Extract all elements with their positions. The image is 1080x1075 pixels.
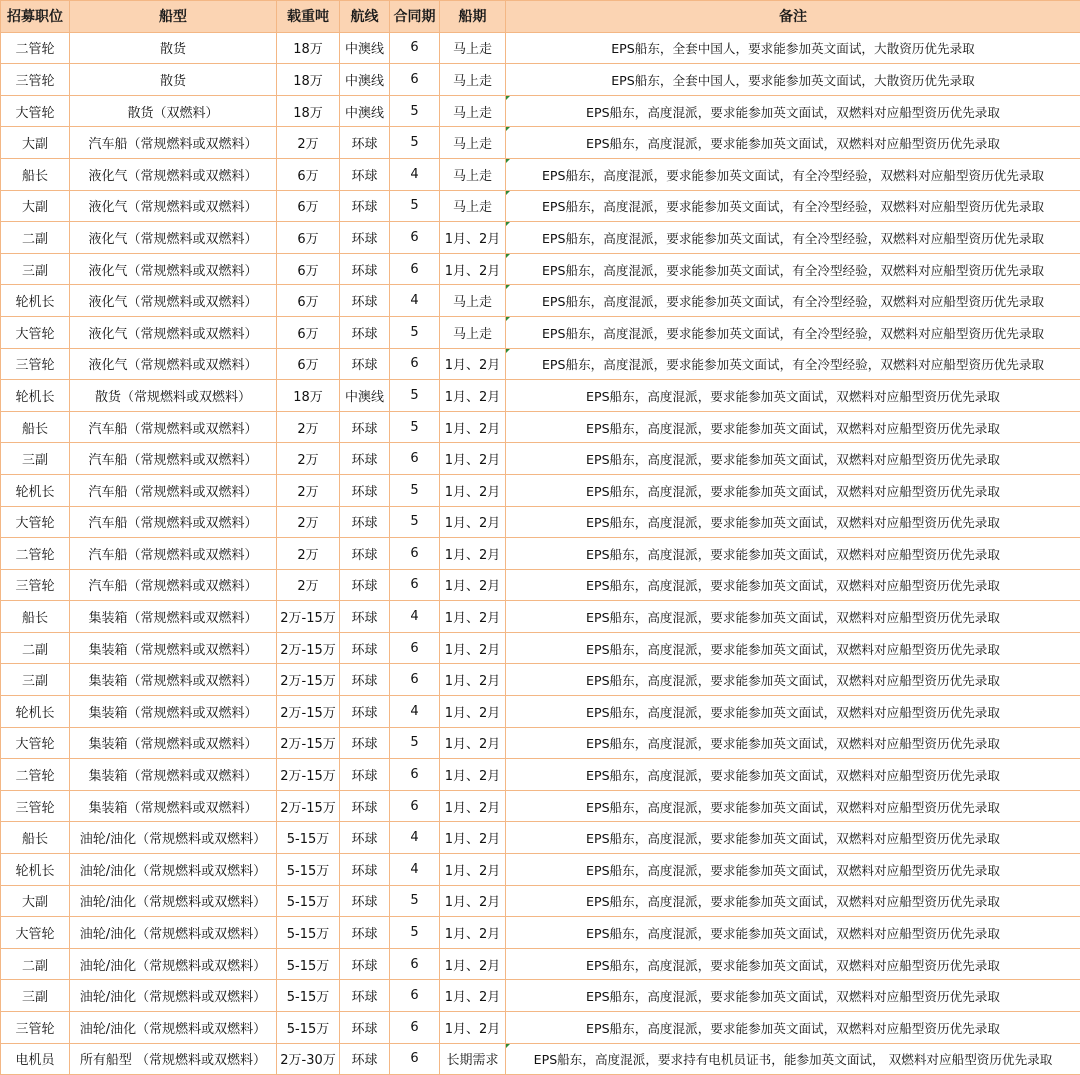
table-row <box>1 443 1080 475</box>
cell-position: 三管轮 <box>1 1012 70 1044</box>
cell-remarks: EPS船东，高度混派，要求能参加英文面试，双燃料对应船型资历优先录取 <box>506 569 1080 601</box>
cell-vessel-type: 散货（常规燃料或双燃料） <box>70 380 277 412</box>
cell-position: 大管轮 <box>1 95 70 127</box>
cell-contract: 6 <box>390 222 440 254</box>
cell-dwt: 2万-15万 <box>277 601 340 633</box>
cell-position: 船长 <box>1 601 70 633</box>
cell-remarks: EPS船东，高度混派，要求能参加英文面试，双燃料对应船型资历优先录取 <box>506 95 1080 127</box>
table-row <box>1 127 1080 159</box>
cell-schedule: 1月、2月 <box>440 948 506 980</box>
cell-contract: 5 <box>390 917 440 949</box>
cell-route: 环球 <box>340 854 390 886</box>
table-row <box>1 474 1080 506</box>
cell-schedule: 长期需求 <box>440 1043 506 1075</box>
cell-route: 环球 <box>340 506 390 538</box>
cell-dwt: 2万-15万 <box>277 727 340 759</box>
cell-dwt: 2万 <box>277 127 340 159</box>
cell-schedule: 1月、2月 <box>440 822 506 854</box>
table-row <box>1 1043 1080 1075</box>
cell-schedule: 马上走 <box>440 158 506 190</box>
cell-vessel-type: 汽车船（常规燃料或双燃料） <box>70 474 277 506</box>
cell-position: 轮机长 <box>1 380 70 412</box>
cell-dwt: 6万 <box>277 348 340 380</box>
table-row <box>1 569 1080 601</box>
cell-route: 环球 <box>340 696 390 728</box>
cell-schedule: 1月、2月 <box>440 569 506 601</box>
cell-dwt: 18万 <box>277 64 340 96</box>
cell-dwt: 5-15万 <box>277 1012 340 1044</box>
cell-schedule: 马上走 <box>440 64 506 96</box>
cell-remarks: EPS船东，高度混派，要求能参加英文面试，有全冷型经验，双燃料对应船型资历优先录取 <box>506 348 1080 380</box>
cell-vessel-type: 集装箱（常规燃料或双燃料） <box>70 790 277 822</box>
cell-position: 三管轮 <box>1 790 70 822</box>
cell-remarks: EPS船东，高度混派，要求能参加英文面试，有全冷型经验，双燃料对应船型资历优先录取 <box>506 285 1080 317</box>
cell-contract: 6 <box>390 443 440 475</box>
cell-vessel-type: 油轮/油化（常规燃料或双燃料） <box>70 854 277 886</box>
cell-remarks: EPS船东，高度混派，要求能参加英文面试，双燃料对应船型资历优先录取 <box>506 127 1080 159</box>
cell-route: 中澳线 <box>340 95 390 127</box>
cell-route: 环球 <box>340 569 390 601</box>
cell-route: 环球 <box>340 601 390 633</box>
cell-position: 二管轮 <box>1 32 70 64</box>
table-row <box>1 158 1080 190</box>
cell-dwt: 2万 <box>277 569 340 601</box>
header-schedule: 船期 <box>440 1 506 33</box>
cell-vessel-type: 集装箱（常规燃料或双燃料） <box>70 601 277 633</box>
cell-contract: 4 <box>390 854 440 886</box>
cell-vessel-type: 集装箱（常规燃料或双燃料） <box>70 759 277 791</box>
cell-remarks: EPS船东，全套中国人，要求能参加英文面试，大散资历优先录取 <box>506 64 1080 96</box>
table-row <box>1 380 1080 412</box>
cell-vessel-type: 散货 <box>70 64 277 96</box>
cell-position: 二副 <box>1 948 70 980</box>
table-row <box>1 222 1080 254</box>
cell-schedule: 1月、2月 <box>440 696 506 728</box>
cell-route: 环球 <box>340 411 390 443</box>
cell-remarks: EPS船东，高度混派，要求持有电机员证书，能参加英文面试， 双燃料对应船型资历优先录取 <box>506 1043 1080 1075</box>
cell-position: 大管轮 <box>1 727 70 759</box>
cell-route: 环球 <box>340 664 390 696</box>
cell-dwt: 5-15万 <box>277 822 340 854</box>
cell-position: 三管轮 <box>1 569 70 601</box>
cell-contract: 4 <box>390 158 440 190</box>
cell-position: 船长 <box>1 822 70 854</box>
cell-schedule: 1月、2月 <box>440 443 506 475</box>
cell-contract: 6 <box>390 1043 440 1075</box>
cell-remarks: EPS船东，高度混派，要求能参加英文面试，双燃料对应船型资历优先录取 <box>506 1012 1080 1044</box>
cell-schedule: 1月、2月 <box>440 253 506 285</box>
cell-contract: 6 <box>390 348 440 380</box>
cell-vessel-type: 汽车船（常规燃料或双燃料） <box>70 538 277 570</box>
cell-position: 船长 <box>1 411 70 443</box>
cell-schedule: 1月、2月 <box>440 854 506 886</box>
cell-route: 环球 <box>340 1012 390 1044</box>
cell-route: 环球 <box>340 759 390 791</box>
cell-route: 环球 <box>340 632 390 664</box>
cell-route: 环球 <box>340 822 390 854</box>
cell-schedule: 1月、2月 <box>440 1012 506 1044</box>
cell-route: 环球 <box>340 948 390 980</box>
cell-dwt: 5-15万 <box>277 980 340 1012</box>
cell-contract: 4 <box>390 696 440 728</box>
cell-schedule: 1月、2月 <box>440 727 506 759</box>
cell-vessel-type: 集装箱（常规燃料或双燃料） <box>70 632 277 664</box>
table-row <box>1 190 1080 222</box>
cell-remarks: EPS船东，高度混派，要求能参加英文面试，双燃料对应船型资历优先录取 <box>506 380 1080 412</box>
table-body <box>1 32 1080 1075</box>
cell-position: 电机员 <box>1 1043 70 1075</box>
cell-dwt: 2万 <box>277 506 340 538</box>
cell-contract: 5 <box>390 727 440 759</box>
cell-contract: 5 <box>390 506 440 538</box>
cell-dwt: 2万 <box>277 474 340 506</box>
cell-position: 大管轮 <box>1 506 70 538</box>
cell-position: 轮机长 <box>1 696 70 728</box>
table-row <box>1 95 1080 127</box>
cell-remarks: EPS船东，高度混派，要求能参加英文面试，双燃料对应船型资历优先录取 <box>506 980 1080 1012</box>
cell-remarks: EPS船东，高度混派，要求能参加英文面试，双燃料对应船型资历优先录取 <box>506 443 1080 475</box>
cell-vessel-type: 汽车船（常规燃料或双燃料） <box>70 506 277 538</box>
cell-dwt: 6万 <box>277 285 340 317</box>
cell-position: 船长 <box>1 158 70 190</box>
cell-contract: 5 <box>390 474 440 506</box>
cell-dwt: 6万 <box>277 158 340 190</box>
cell-dwt: 6万 <box>277 253 340 285</box>
cell-schedule: 1月、2月 <box>440 632 506 664</box>
cell-vessel-type: 汽车船（常规燃料或双燃料） <box>70 127 277 159</box>
cell-remarks: EPS船东，高度混派，要求能参加英文面试，双燃料对应船型资历优先录取 <box>506 474 1080 506</box>
table-row <box>1 854 1080 886</box>
cell-contract: 4 <box>390 822 440 854</box>
cell-remarks: EPS船东，高度混派，要求能参加英文面试，双燃料对应船型资历优先录取 <box>506 538 1080 570</box>
cell-position: 大副 <box>1 885 70 917</box>
cell-position: 二副 <box>1 222 70 254</box>
cell-schedule: 1月、2月 <box>440 980 506 1012</box>
cell-remarks: EPS船东，高度混派，要求能参加英文面试，有全冷型经验，双燃料对应船型资历优先录取 <box>506 316 1080 348</box>
table-row <box>1 696 1080 728</box>
cell-dwt: 18万 <box>277 32 340 64</box>
cell-schedule: 1月、2月 <box>440 506 506 538</box>
cell-route: 环球 <box>340 190 390 222</box>
cell-vessel-type: 液化气（常规燃料或双燃料） <box>70 316 277 348</box>
cell-vessel-type: 汽车船（常规燃料或双燃料） <box>70 411 277 443</box>
cell-contract: 5 <box>390 95 440 127</box>
cell-remarks: EPS船东，高度混派，要求能参加英文面试，有全冷型经验，双燃料对应船型资历优先录取 <box>506 253 1080 285</box>
cell-vessel-type: 液化气（常规燃料或双燃料） <box>70 285 277 317</box>
cell-vessel-type: 油轮/油化（常规燃料或双燃料） <box>70 822 277 854</box>
cell-schedule: 1月、2月 <box>440 601 506 633</box>
cell-route: 环球 <box>340 474 390 506</box>
cell-vessel-type: 油轮/油化（常规燃料或双燃料） <box>70 885 277 917</box>
cell-route: 环球 <box>340 980 390 1012</box>
cell-contract: 6 <box>390 569 440 601</box>
cell-vessel-type: 集装箱（常规燃料或双燃料） <box>70 696 277 728</box>
header-route: 航线 <box>340 1 390 33</box>
cell-dwt: 2万 <box>277 443 340 475</box>
cell-schedule: 1月、2月 <box>440 474 506 506</box>
header-vessel-type: 船型 <box>70 1 277 33</box>
table-row <box>1 348 1080 380</box>
cell-dwt: 2万-15万 <box>277 664 340 696</box>
cell-remarks: EPS船东，高度混派，要求能参加英文面试，双燃料对应船型资历优先录取 <box>506 727 1080 759</box>
table-row <box>1 727 1080 759</box>
cell-dwt: 2万-15万 <box>277 790 340 822</box>
cell-contract: 6 <box>390 948 440 980</box>
cell-remarks: EPS船东，高度混派，要求能参加英文面试，双燃料对应船型资历优先录取 <box>506 506 1080 538</box>
header-row <box>1 1 1080 33</box>
table-row <box>1 285 1080 317</box>
cell-schedule: 1月、2月 <box>440 664 506 696</box>
cell-contract: 6 <box>390 1012 440 1044</box>
table-row <box>1 948 1080 980</box>
cell-vessel-type: 汽车船（常规燃料或双燃料） <box>70 443 277 475</box>
cell-remarks: EPS船东，高度混派，要求能参加英文面试，双燃料对应船型资历优先录取 <box>506 759 1080 791</box>
table-row <box>1 538 1080 570</box>
cell-vessel-type: 液化气（常规燃料或双燃料） <box>70 222 277 254</box>
table-row <box>1 253 1080 285</box>
cell-contract: 6 <box>390 664 440 696</box>
cell-position: 轮机长 <box>1 285 70 317</box>
cell-dwt: 6万 <box>277 190 340 222</box>
header-remarks: 备注 <box>506 1 1080 33</box>
table-row <box>1 601 1080 633</box>
cell-route: 中澳线 <box>340 32 390 64</box>
cell-remarks: EPS船东，全套中国人，要求能参加英文面试，大散资历优先录取 <box>506 32 1080 64</box>
cell-contract: 5 <box>390 380 440 412</box>
cell-dwt: 5-15万 <box>277 854 340 886</box>
cell-vessel-type: 液化气（常规燃料或双燃料） <box>70 158 277 190</box>
cell-dwt: 2万 <box>277 411 340 443</box>
table-row <box>1 885 1080 917</box>
cell-contract: 5 <box>390 411 440 443</box>
cell-position: 大副 <box>1 127 70 159</box>
table-row <box>1 1012 1080 1044</box>
cell-schedule: 1月、2月 <box>440 348 506 380</box>
cell-schedule: 1月、2月 <box>440 222 506 254</box>
cell-contract: 6 <box>390 32 440 64</box>
cell-dwt: 5-15万 <box>277 885 340 917</box>
cell-route: 环球 <box>340 127 390 159</box>
cell-contract: 6 <box>390 790 440 822</box>
cell-dwt: 18万 <box>277 380 340 412</box>
cell-remarks: EPS船东，高度混派，要求能参加英文面试，双燃料对应船型资历优先录取 <box>506 696 1080 728</box>
cell-route: 环球 <box>340 1043 390 1075</box>
cell-schedule: 1月、2月 <box>440 538 506 570</box>
cell-route: 环球 <box>340 443 390 475</box>
cell-position: 三管轮 <box>1 348 70 380</box>
cell-contract: 5 <box>390 316 440 348</box>
cell-contract: 6 <box>390 538 440 570</box>
cell-contract: 6 <box>390 64 440 96</box>
cell-schedule: 1月、2月 <box>440 885 506 917</box>
cell-vessel-type: 液化气（常规燃料或双燃料） <box>70 190 277 222</box>
cell-schedule: 马上走 <box>440 127 506 159</box>
table-row <box>1 411 1080 443</box>
cell-vessel-type: 所有船型 （常规燃料或双燃料） <box>70 1043 277 1075</box>
cell-position: 三副 <box>1 253 70 285</box>
cell-contract: 6 <box>390 759 440 791</box>
cell-remarks: EPS船东，高度混派，要求能参加英文面试，双燃料对应船型资历优先录取 <box>506 948 1080 980</box>
cell-dwt: 5-15万 <box>277 917 340 949</box>
cell-route: 中澳线 <box>340 380 390 412</box>
table-row <box>1 506 1080 538</box>
cell-vessel-type: 油轮/油化（常规燃料或双燃料） <box>70 917 277 949</box>
cell-position: 轮机长 <box>1 474 70 506</box>
table-row <box>1 917 1080 949</box>
cell-schedule: 马上走 <box>440 285 506 317</box>
cell-route: 环球 <box>340 285 390 317</box>
cell-vessel-type: 液化气（常规燃料或双燃料） <box>70 348 277 380</box>
cell-route: 环球 <box>340 790 390 822</box>
cell-position: 三副 <box>1 664 70 696</box>
cell-vessel-type: 集装箱（常规燃料或双燃料） <box>70 664 277 696</box>
cell-dwt: 5-15万 <box>277 948 340 980</box>
cell-route: 环球 <box>340 348 390 380</box>
cell-vessel-type: 油轮/油化（常规燃料或双燃料） <box>70 1012 277 1044</box>
cell-remarks: EPS船东，高度混派，要求能参加英文面试，双燃料对应船型资历优先录取 <box>506 411 1080 443</box>
cell-contract: 6 <box>390 632 440 664</box>
cell-remarks: EPS船东，高度混派，要求能参加英文面试，双燃料对应船型资历优先录取 <box>506 885 1080 917</box>
cell-vessel-type: 汽车船（常规燃料或双燃料） <box>70 569 277 601</box>
cell-vessel-type: 油轮/油化（常规燃料或双燃料） <box>70 980 277 1012</box>
cell-dwt: 6万 <box>277 222 340 254</box>
table-row <box>1 759 1080 791</box>
cell-position: 轮机长 <box>1 854 70 886</box>
cell-dwt: 2万-15万 <box>277 632 340 664</box>
cell-schedule: 马上走 <box>440 32 506 64</box>
cell-position: 大管轮 <box>1 917 70 949</box>
cell-route: 环球 <box>340 158 390 190</box>
cell-dwt: 2万 <box>277 538 340 570</box>
table-row <box>1 790 1080 822</box>
cell-contract: 4 <box>390 285 440 317</box>
cell-dwt: 18万 <box>277 95 340 127</box>
cell-position: 三副 <box>1 443 70 475</box>
cell-remarks: EPS船东，高度混派，要求能参加英文面试，有全冷型经验，双燃料对应船型资历优先录取 <box>506 190 1080 222</box>
cell-remarks: EPS船东，高度混派，要求能参加英文面试，双燃料对应船型资历优先录取 <box>506 917 1080 949</box>
cell-route: 环球 <box>340 222 390 254</box>
cell-position: 二副 <box>1 632 70 664</box>
cell-contract: 5 <box>390 885 440 917</box>
cell-schedule: 1月、2月 <box>440 411 506 443</box>
table-row <box>1 664 1080 696</box>
cell-remarks: EPS船东，高度混派，要求能参加英文面试，有全冷型经验，双燃料对应船型资历优先录取 <box>506 222 1080 254</box>
table-row <box>1 822 1080 854</box>
cell-dwt: 2万-15万 <box>277 696 340 728</box>
table-row <box>1 316 1080 348</box>
cell-remarks: EPS船东，高度混派，要求能参加英文面试，双燃料对应船型资历优先录取 <box>506 664 1080 696</box>
cell-dwt: 2万-15万 <box>277 759 340 791</box>
header-position: 招募职位 <box>1 1 70 33</box>
cell-contract: 6 <box>390 253 440 285</box>
cell-remarks: EPS船东，高度混派，要求能参加英文面试，有全冷型经验，双燃料对应船型资历优先录取 <box>506 158 1080 190</box>
cell-schedule: 马上走 <box>440 190 506 222</box>
header-contract: 合同期 <box>390 1 440 33</box>
table-row <box>1 980 1080 1012</box>
cell-vessel-type: 油轮/油化（常规燃料或双燃料） <box>70 948 277 980</box>
cell-schedule: 马上走 <box>440 316 506 348</box>
cell-contract: 5 <box>390 127 440 159</box>
cell-vessel-type: 散货（双燃料） <box>70 95 277 127</box>
table-row <box>1 64 1080 96</box>
cell-route: 环球 <box>340 253 390 285</box>
cell-schedule: 1月、2月 <box>440 917 506 949</box>
cell-position: 二管轮 <box>1 759 70 791</box>
cell-position: 三副 <box>1 980 70 1012</box>
table-row <box>1 632 1080 664</box>
cell-position: 三管轮 <box>1 64 70 96</box>
cell-position: 大管轮 <box>1 316 70 348</box>
cell-dwt: 2万-30万 <box>277 1043 340 1075</box>
header-dwt: 载重吨 <box>277 1 340 33</box>
cell-position: 二管轮 <box>1 538 70 570</box>
cell-contract: 4 <box>390 601 440 633</box>
cell-schedule: 马上走 <box>440 95 506 127</box>
cell-remarks: EPS船东，高度混派，要求能参加英文面试，双燃料对应船型资历优先录取 <box>506 822 1080 854</box>
cell-contract: 6 <box>390 980 440 1012</box>
cell-route: 环球 <box>340 885 390 917</box>
cell-remarks: EPS船东，高度混派，要求能参加英文面试，双燃料对应船型资历优先录取 <box>506 854 1080 886</box>
cell-schedule: 1月、2月 <box>440 759 506 791</box>
table-row <box>1 32 1080 64</box>
cell-route: 环球 <box>340 316 390 348</box>
cell-route: 中澳线 <box>340 64 390 96</box>
cell-vessel-type: 液化气（常规燃料或双燃料） <box>70 253 277 285</box>
cell-route: 环球 <box>340 538 390 570</box>
cell-vessel-type: 集装箱（常规燃料或双燃料） <box>70 727 277 759</box>
cell-vessel-type: 散货 <box>70 32 277 64</box>
cell-schedule: 1月、2月 <box>440 790 506 822</box>
cell-position: 大副 <box>1 190 70 222</box>
cell-remarks: EPS船东，高度混派，要求能参加英文面试，双燃料对应船型资历优先录取 <box>506 601 1080 633</box>
cell-dwt: 6万 <box>277 316 340 348</box>
cell-schedule: 1月、2月 <box>440 380 506 412</box>
cell-contract: 5 <box>390 190 440 222</box>
cell-route: 环球 <box>340 727 390 759</box>
cell-remarks: EPS船东，高度混派，要求能参加英文面试，双燃料对应船型资历优先录取 <box>506 790 1080 822</box>
cell-remarks: EPS船东，高度混派，要求能参加英文面试，双燃料对应船型资历优先录取 <box>506 632 1080 664</box>
cell-route: 环球 <box>340 917 390 949</box>
